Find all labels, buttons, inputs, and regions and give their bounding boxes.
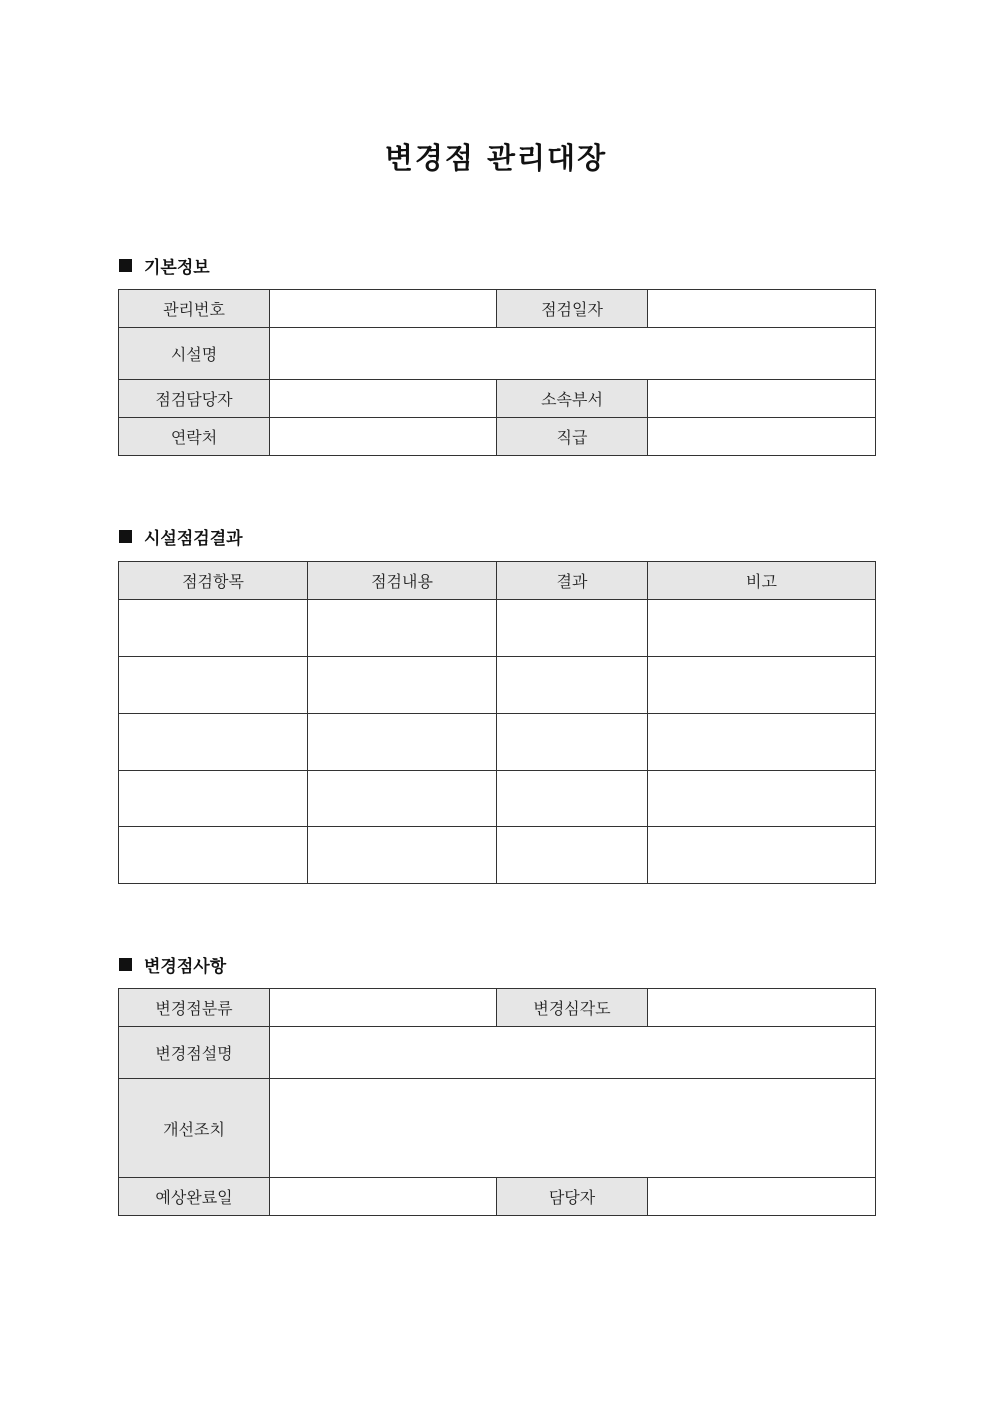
section-heading-inspection: [119, 525, 243, 547]
basic-info-table: [118, 289, 876, 456]
table-row: [119, 600, 876, 657]
table-row: [119, 989, 876, 1027]
due-date-label: 예상완료일: [119, 1178, 270, 1216]
column-header-item: 점검항목: [119, 562, 308, 600]
section-heading-label: 기본정보: [144, 257, 210, 278]
item-cell[interactable]: [119, 771, 308, 827]
table-row: [119, 380, 876, 418]
facility-name-label: 시설명: [119, 328, 270, 380]
section-heading-changes: [119, 953, 226, 975]
owner-field[interactable]: [648, 1178, 876, 1216]
position-label: 직급: [497, 418, 648, 456]
square-bullet-icon: [119, 958, 132, 971]
contact-label: 연락처: [119, 418, 270, 456]
inspection-date-label: 점검일자: [497, 290, 648, 328]
content-cell[interactable]: [308, 600, 497, 657]
change-description-field[interactable]: [270, 1027, 876, 1079]
change-severity-field[interactable]: [648, 989, 876, 1027]
content-cell[interactable]: [308, 657, 497, 714]
mgmt-no-field[interactable]: [270, 290, 497, 328]
inspection-results-table: [118, 561, 876, 884]
remarks-cell[interactable]: [648, 657, 876, 714]
change-severity-label: 변경심각도: [497, 989, 648, 1027]
section-heading-label: 변경점사항: [144, 956, 227, 977]
content-cell[interactable]: [308, 714, 497, 771]
mgmt-no-label: 관리번호: [119, 290, 270, 328]
changes-table: [118, 988, 876, 1216]
table-header-row: [119, 562, 876, 600]
table-row: [119, 1079, 876, 1178]
table-row: [119, 1027, 876, 1079]
content-cell[interactable]: [308, 827, 497, 884]
table-row: [119, 771, 876, 827]
remarks-cell[interactable]: [648, 771, 876, 827]
column-header-result: 결과: [497, 562, 648, 600]
position-field[interactable]: [648, 418, 876, 456]
remarks-cell[interactable]: [648, 600, 876, 657]
table-row: [119, 418, 876, 456]
table-row: [119, 290, 876, 328]
change-category-field[interactable]: [270, 989, 497, 1027]
content-cell[interactable]: [308, 771, 497, 827]
corrective-action-label: 개선조치: [119, 1079, 270, 1178]
inspection-date-field[interactable]: [648, 290, 876, 328]
table-row: [119, 1178, 876, 1216]
remarks-cell[interactable]: [648, 827, 876, 884]
item-cell[interactable]: [119, 657, 308, 714]
square-bullet-icon: [119, 530, 132, 543]
change-category-label: 변경점분류: [119, 989, 270, 1027]
result-cell[interactable]: [497, 600, 648, 657]
page-title: 변경점 관리대장: [384, 141, 608, 175]
item-cell[interactable]: [119, 600, 308, 657]
inspector-field[interactable]: [270, 380, 497, 418]
result-cell[interactable]: [497, 714, 648, 771]
result-cell[interactable]: [497, 827, 648, 884]
contact-field[interactable]: [270, 418, 497, 456]
department-label: 소속부서: [497, 380, 648, 418]
section-heading-label: 시설점검결과: [144, 528, 243, 549]
section-heading-basic: [119, 254, 210, 276]
facility-name-field[interactable]: [270, 328, 876, 380]
square-bullet-icon: [119, 259, 132, 272]
item-cell[interactable]: [119, 827, 308, 884]
result-cell[interactable]: [497, 771, 648, 827]
due-date-field[interactable]: [270, 1178, 497, 1216]
table-row: [119, 827, 876, 884]
table-row: [119, 657, 876, 714]
inspector-label: 점검담당자: [119, 380, 270, 418]
change-description-label: 변경점설명: [119, 1027, 270, 1079]
corrective-action-field[interactable]: [270, 1079, 876, 1178]
item-cell[interactable]: [119, 714, 308, 771]
table-row: [119, 714, 876, 771]
department-field[interactable]: [648, 380, 876, 418]
table-row: [119, 328, 876, 380]
result-cell[interactable]: [497, 657, 648, 714]
column-header-remarks: 비고: [648, 562, 876, 600]
owner-label: 담당자: [497, 1178, 648, 1216]
remarks-cell[interactable]: [648, 714, 876, 771]
column-header-content: 점검내용: [308, 562, 497, 600]
